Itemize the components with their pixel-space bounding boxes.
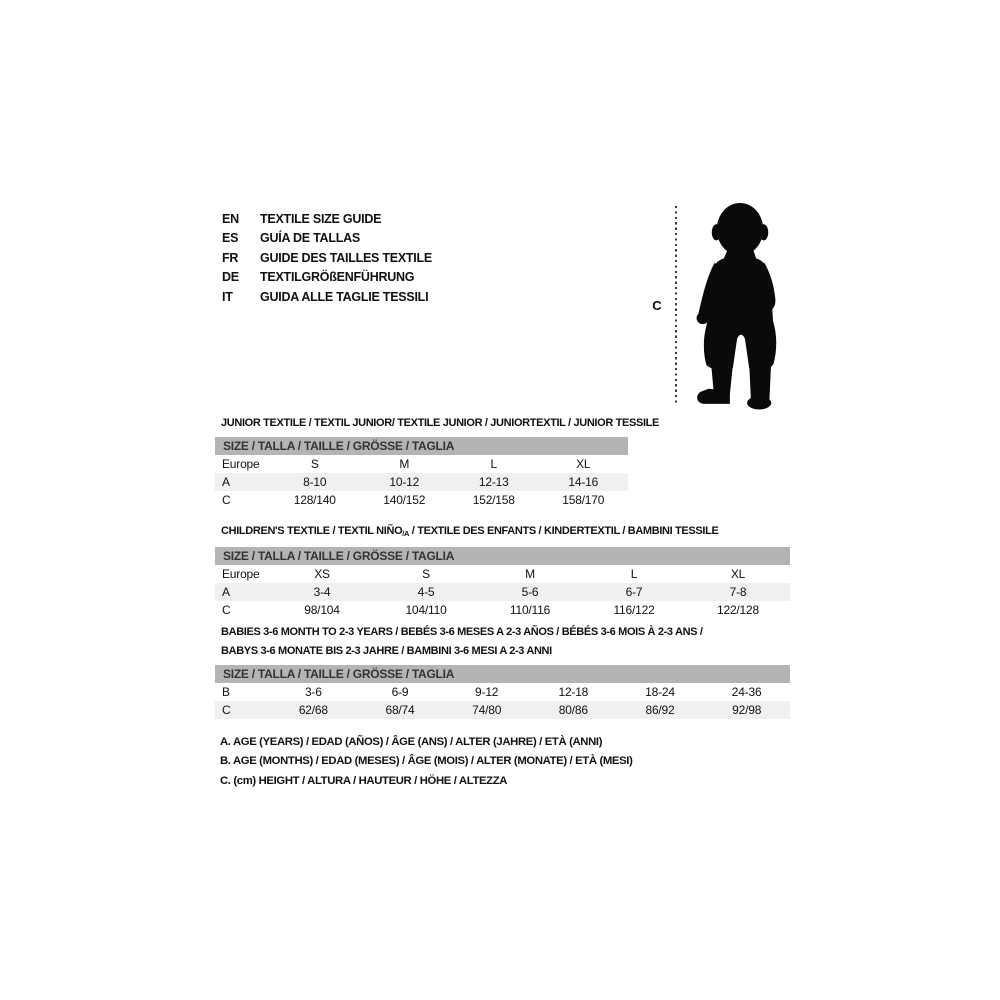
- language-code: ES: [222, 231, 239, 246]
- table-cell: S: [422, 567, 430, 581]
- table-cell: 12-13: [478, 475, 509, 489]
- table-title-line: [215, 623, 790, 642]
- table-cell: 5-6: [521, 585, 539, 599]
- row-label: Europe: [222, 457, 260, 471]
- table-cell: 86/92: [645, 703, 675, 717]
- table-cell: 158/170: [562, 493, 605, 507]
- footnote-line: B. AGE (MONTHS) / EDAD (MESES) / ÂGE (MOIS) / ALTER (MONATE) / ETÀ (MESI): [220, 755, 633, 768]
- height-measure-label: C: [652, 298, 662, 313]
- table-cell: 8-10: [303, 475, 327, 489]
- table-title: [215, 414, 660, 433]
- size-table-babies: [215, 623, 790, 719]
- table-cell: S: [310, 457, 319, 471]
- row-label: C: [222, 603, 231, 617]
- title-subscript: /A: [402, 529, 410, 538]
- table-cell: 62/68: [298, 703, 328, 717]
- language-row-de: [222, 268, 432, 287]
- table-title-line: [215, 414, 660, 433]
- table-cell: 122/128: [717, 603, 759, 617]
- title-text: CHILDREN'S TEXTILE / TEXTIL NIÑO: [221, 525, 403, 537]
- language-code: FR: [222, 250, 239, 265]
- table-cell: M: [399, 457, 410, 471]
- language-row-en: [222, 210, 432, 229]
- table-cell: 14-16: [568, 475, 599, 489]
- toddler-silhouette-icon: [688, 200, 790, 412]
- table-cell: 80/86: [558, 703, 588, 717]
- table-cell: 4-5: [417, 585, 435, 599]
- table-cell: L: [630, 567, 638, 581]
- table-row-a: [215, 583, 790, 601]
- table-cell: XL: [730, 567, 746, 581]
- table-row-c: [215, 601, 790, 619]
- language-guide: [222, 210, 432, 307]
- table-cell: 12-18: [558, 685, 589, 699]
- table-cell: 18-24: [645, 685, 675, 699]
- height-measure-line: [675, 206, 677, 405]
- language-label: GUÍA DE TALLAS: [260, 231, 360, 246]
- table-row-c: [215, 701, 790, 719]
- table-cell: 68/74: [385, 703, 415, 717]
- size-header-bar: SIZE / TALLA / TAILLE / GRÖSSE / TAGLIA: [215, 665, 790, 683]
- table-body: [215, 683, 790, 719]
- language-code: DE: [222, 270, 239, 285]
- language-label: GUIDE DES TAILLES TEXTILE: [260, 250, 433, 265]
- table-cell: 3-4: [313, 585, 331, 599]
- language-row-fr: [222, 249, 432, 268]
- table-row-b: [215, 683, 790, 701]
- size-header-bar: SIZE / TALLA / TAILLE / GRÖSSE / TAGLIA: [215, 437, 628, 455]
- table-title: [215, 522, 790, 543]
- table-body: [215, 565, 790, 619]
- language-code: EN: [222, 212, 239, 226]
- language-label: TEXTILGRÖßENFÜHRUNG: [260, 270, 415, 285]
- table-title: [215, 623, 790, 661]
- table-row-europe: [215, 455, 628, 473]
- table-cell: 98/104: [304, 603, 340, 617]
- table-title-line: [215, 642, 790, 661]
- language-label: GUIDA ALLE TAGLIE TESSILI: [260, 289, 429, 304]
- table-row-a: [215, 473, 628, 491]
- language-code: IT: [222, 289, 233, 304]
- row-label: B: [222, 685, 230, 699]
- table-row-c: [215, 491, 628, 509]
- title-text: JUNIOR TEXTILE / TEXTIL JUNIOR/ TEXTILE JUNIOR / JUNIORTEXTIL / JUNIOR TESSILE: [221, 417, 660, 429]
- table-cell: 140/152: [383, 493, 426, 507]
- table-cell: 92/98: [732, 703, 762, 717]
- language-label: TEXTILE SIZE GUIDE: [260, 212, 382, 226]
- title-text: BABYS 3-6 MONATE BIS 2-3 JAHRE / BAMBINI 3-6 MESI A 2-3 ANNI: [221, 645, 552, 657]
- table-cell: 6-7: [625, 585, 643, 599]
- table-row-europe: [215, 565, 790, 583]
- table-cell: 74/80: [472, 703, 502, 717]
- table-cell: 7-8: [729, 585, 747, 599]
- row-label: C: [222, 703, 231, 717]
- row-label: C: [222, 493, 231, 507]
- size-table-children: [215, 522, 790, 619]
- table-body: [215, 455, 628, 509]
- language-row-it: [222, 288, 432, 307]
- table-cell: 9-12: [475, 685, 499, 699]
- footnotes: [220, 733, 633, 791]
- table-cell: L: [490, 457, 497, 471]
- table-cell: 128/140: [293, 493, 336, 507]
- table-cell: M: [525, 567, 535, 581]
- row-label: A: [222, 475, 230, 489]
- table-cell: 104/110: [405, 603, 447, 617]
- table-cell: 24-36: [731, 685, 762, 699]
- table-cell: XS: [314, 567, 330, 581]
- row-label: Europe: [222, 567, 260, 581]
- table-cell: 6-9: [391, 685, 409, 699]
- table-cell: XL: [576, 457, 591, 471]
- language-row-es: [222, 229, 432, 248]
- table-cell: 10-12: [389, 475, 420, 489]
- footnote-line: A. AGE (YEARS) / EDAD (AÑOS) / ÂGE (ANS) / ALTER (JAHRE) / ETÀ (ANNI): [220, 736, 603, 748]
- size-table-junior: [215, 414, 660, 509]
- footnote-line: C. (cm) HEIGHT / ALTURA / HAUTEUR / HÖHE / ALTEZZA: [220, 774, 508, 787]
- title-text: / TEXTILE DES ENFANTS / KINDERTEXTIL / BAMBINI TESSILE: [409, 525, 719, 537]
- title-text: BABIES 3-6 MONTH TO 2-3 YEARS / BEBÉS 3-6 MESES A 2-3 AÑOS / BÉBÉS 3-6 MOIS À 2-3 ANS /: [221, 626, 703, 638]
- size-header-bar: SIZE / TALLA / TAILLE / GRÖSSE / TAGLIA: [215, 547, 790, 565]
- row-label: A: [222, 585, 230, 599]
- table-cell: 116/122: [613, 603, 655, 617]
- table-title-line: [215, 522, 790, 543]
- table-cell: 3-6: [304, 685, 322, 699]
- table-cell: 152/158: [472, 493, 515, 507]
- table-cell: 110/116: [509, 603, 551, 617]
